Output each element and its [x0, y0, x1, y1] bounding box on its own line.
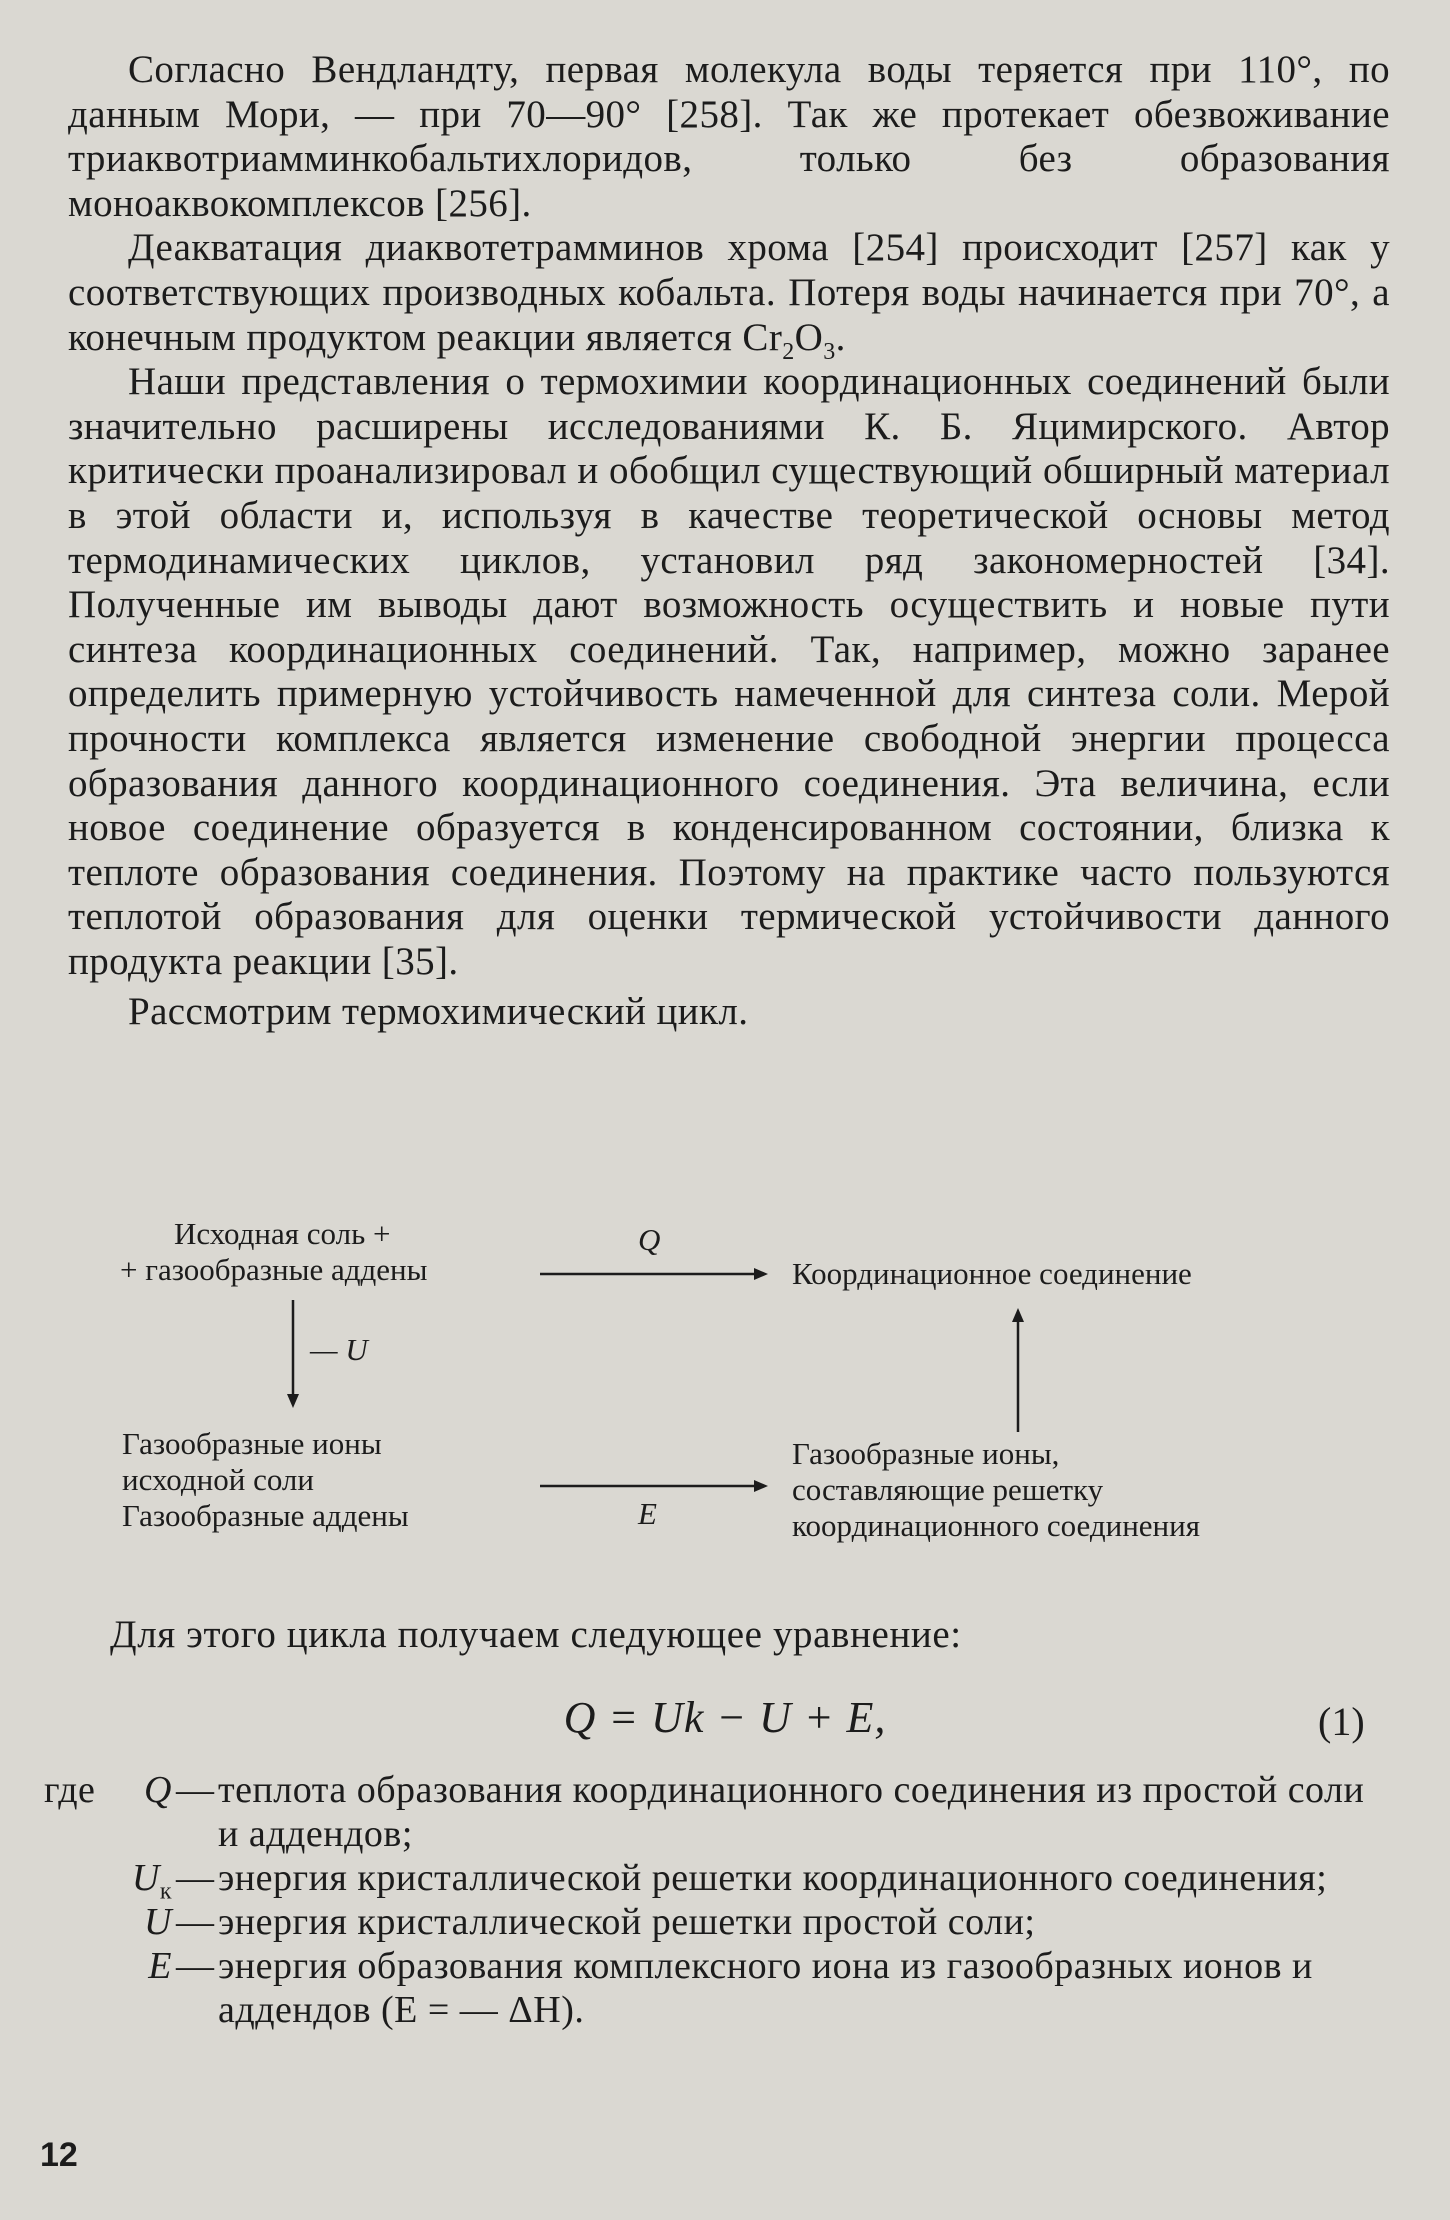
gaseous-ions-line-1: Газообразные ионы: [122, 1426, 382, 1461]
definition-q: где Q — теплота образования координационного соединения из простой соли и аддендов;: [44, 1769, 1365, 1855]
definition-text: энергия кристаллической решетки простой соли;: [218, 1901, 1036, 1943]
definitions-list: [0, 1768, 1450, 2032]
paragraph-2: [68, 226, 1390, 365]
definition-symbol: Q: [144, 1769, 172, 1811]
reactants-line-2: + газообразные аддены: [120, 1252, 428, 1287]
lattice-ions-line-2: составляющие решетку: [792, 1472, 1104, 1507]
paragraph-4: Рассмотрим термохимический цикл.: [128, 990, 749, 1034]
subscript-2: 2: [782, 338, 795, 365]
gaseous-ions-line-2: исходной соли: [122, 1462, 314, 1497]
definition-symbol: $U_к$: [131, 1857, 172, 1905]
equation-number: (1): [1318, 1699, 1365, 1744]
label-e: E: [638, 1496, 657, 1531]
definition-symbol: E: [148, 1945, 172, 1987]
reactants-line-1: Исходная соль +: [174, 1216, 391, 1251]
definition-uk: $U_к$ — энергия кристаллической решетки координационного соединения;: [0, 1856, 1450, 1900]
arrow-e-head: [754, 1480, 768, 1492]
arrow-u-head: [287, 1394, 299, 1408]
paragraph-2-end: .: [835, 315, 846, 359]
where-word: где: [44, 1769, 96, 1811]
definition-symbol: U: [144, 1901, 172, 1943]
label-minus-u: — U: [310, 1332, 368, 1367]
label-q: Q: [638, 1222, 661, 1257]
page-number: 12: [40, 2136, 78, 2174]
definition-u: U — энергия кристаллической решетки простой соли;: [0, 1900, 1450, 1944]
arrow-uk-head: [1012, 1308, 1024, 1322]
paragraph-3: Наши представления о термохимии координационных соединений были значительно расширены исследованиями К. Б. Яцимирского. Автор критически проанализировал и обобщил существующий обширный материал в этой области и, используя в качестве теоретической основы метод термодинамических циклов, установил ряд закономерностей [34]. Полученные им выводы дают возможность осуществить и новые пути синтеза координационных соединений. Так, например, можно заранее определить примерную устойчивость намеченной для синтеза соли. Мерой прочности комплекса является изменение свободной энергии процесса образования данного координационного соединения. Эта величина, если новое соединение образуется в конденсированном состоянии, близка к теплоте образования соединения. Поэтому на практике часто пользуются теплотой образования для оценки термической устойчивости данного продукта реакции [35].: [68, 360, 1390, 983]
gaseous-addends: Газообразные аддены: [122, 1498, 409, 1533]
definition-text: теплота образования координационного соединения из простой соли и аддендов;: [218, 1769, 1365, 1855]
paragraph-2-text: Деакватация диаквотетрамминов хрома [254] происходит [257] как у соответствующих производных кобальта. Потеря воды начинается при 70°, а конечным продуктом реакции является Cr: [68, 226, 1390, 359]
lattice-ions-line-3: координационного соединения: [792, 1508, 1200, 1543]
paragraph-1: Согласно Вендландту, первая молекула воды теряется при 110°, по данным Мори, — при 70—90° [258]. Так же протекает обезвоживание триаквотриамминкобальтихлоридов, только без образования моноаквокомплексов [256].: [68, 48, 1390, 225]
thermochemical-cycle-diagram: [100, 1200, 1350, 1560]
body-text: [68, 48, 1390, 1035]
definition-e: E — энергия образования комплексного иона из газообразных ионов и аддендов (E = — ΔH).: [0, 1944, 1450, 2032]
product-label: Координационное соединение: [792, 1256, 1192, 1291]
lattice-ions-line-1: Газообразные ионы,: [792, 1436, 1060, 1471]
arrow-q-head: [754, 1268, 768, 1280]
equation-formula: Q = Uk − U + E,: [563, 1693, 887, 1742]
subscript-3: 3: [823, 338, 836, 365]
definition-text: энергия кристаллической решетки координационного соединения;: [218, 1857, 1328, 1899]
paragraph-2-o: O: [794, 315, 824, 359]
equation-intro: Для этого цикла получаем следующее уравнение:: [110, 1613, 962, 1656]
definition-text: энергия образования комплексного иона из газообразных ионов и аддендов (E = — ΔH).: [218, 1945, 1313, 2031]
